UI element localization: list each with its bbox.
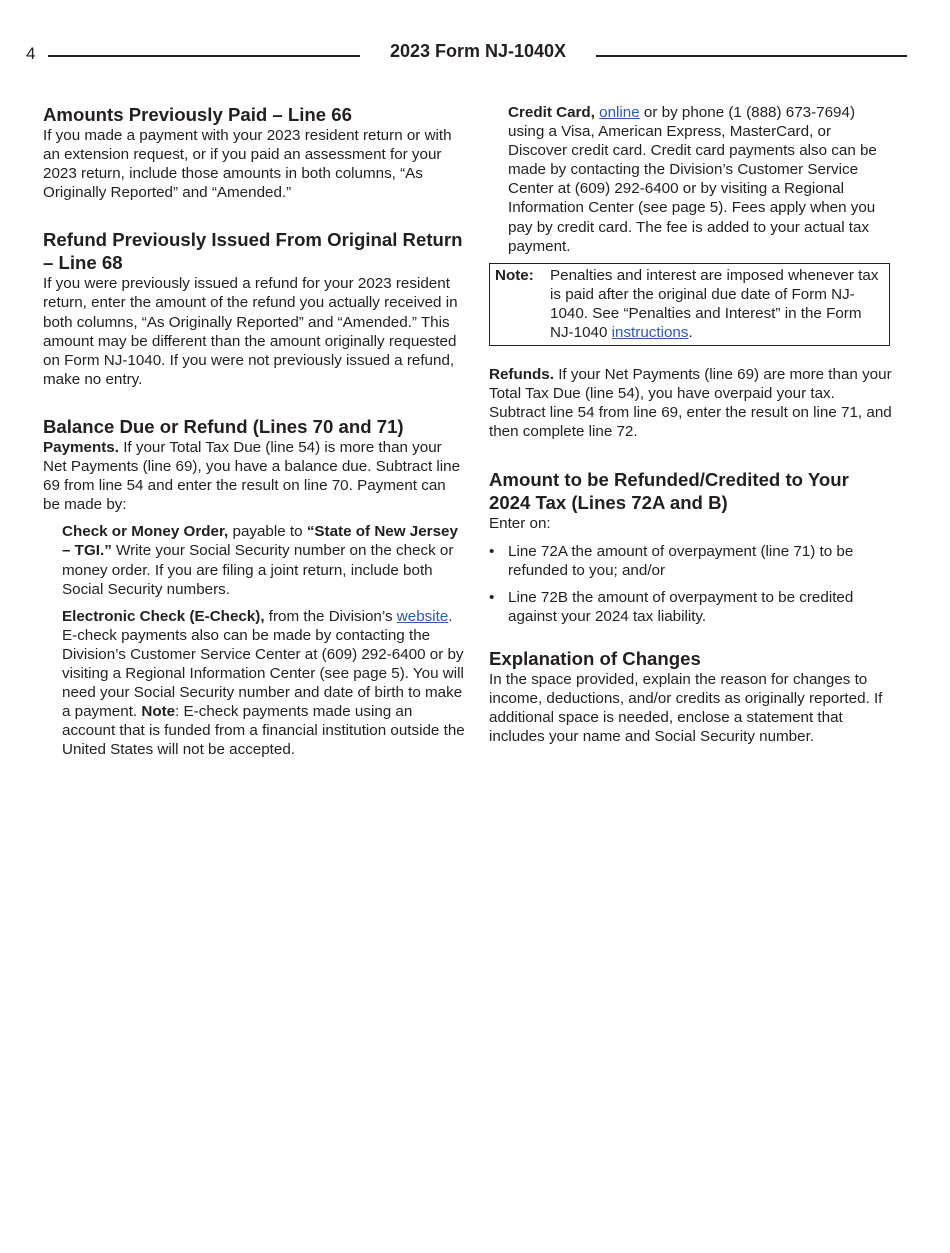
right-column xyxy=(489,103,894,772)
echeck-text: . E-check payments also can be made by contacting the Division’s Customer Service Center at (609) 292-6400 or by visiting a Regional Information Center (see page 5). You will need your Social Security number and date of birth to make a payment. xyxy=(62,607,464,721)
bullet-icon: • xyxy=(489,542,495,560)
check-label: Check or Money Order, xyxy=(62,523,229,541)
left-column xyxy=(43,103,465,785)
credit-card-text: or by phone (1 (888) 673-7694) using a Visa, American Express, MasterCard, or Discover credit card. Credit card payments also can be made by contacting the Division’s Customer Service Center at (609) 292-6400 or by visiting a Regional Information Center (see page 5). Fees apply when you pay by credit card. The fee is added to your actual tax payment. xyxy=(508,104,877,255)
refund-options-list xyxy=(489,542,894,626)
check-text: payable to xyxy=(228,523,307,541)
section-heading: Amounts Previously Paid – Line 66 xyxy=(43,104,352,125)
credit-card-label: Credit Card, xyxy=(508,104,595,121)
payments-paragraph xyxy=(43,438,465,514)
section-heading: Refund Previously Issued From Original Return – Line 68 xyxy=(43,229,463,274)
echeck-paragraph xyxy=(43,607,465,760)
refunds-label: Refunds. xyxy=(489,366,554,384)
echeck-text: : E-check payments made using an account that is funded from a financial institution outside the United States will not be accepted. xyxy=(62,703,465,759)
header-rule-left xyxy=(48,55,360,57)
note-end: . xyxy=(688,324,693,342)
check-paragraph xyxy=(43,522,465,598)
echeck-label: Electronic Check (E-Check), xyxy=(62,607,265,625)
section-amounts-previously-paid xyxy=(43,103,465,202)
section-amount-refunded xyxy=(489,468,894,626)
enter-on-text: Enter on: xyxy=(489,514,551,532)
page-header xyxy=(0,38,950,68)
payments-text: If your Total Tax Due (line 54) is more than your Net Payments (line 69), you have a balance due. Subtract line 69 from line 54 and enter the result on line 70. Payment can be made by: xyxy=(43,438,461,514)
list-item-text: Line 72B the amount of overpayment to be credited against your 2024 tax liability. xyxy=(508,588,854,625)
instructions-link[interactable]: instructions xyxy=(611,324,689,342)
credit-card-paragraph xyxy=(489,103,894,256)
payments-label: Payments. xyxy=(43,438,119,456)
section-heading: Explanation of Changes xyxy=(489,647,701,669)
online-payment-link[interactable]: online xyxy=(599,104,640,121)
note-label: Note: xyxy=(495,266,534,284)
page-number: 4 xyxy=(26,44,36,63)
echeck-note-label: Note xyxy=(141,703,176,721)
note-body: Penalties and interest are imposed whenever tax is paid after the original due date of Form NJ-1040. See “Penalties and Interest” in the Form NJ-1040 xyxy=(550,266,879,342)
section-explanation-of-changes xyxy=(489,647,894,746)
echeck-text: from the Division’s xyxy=(264,607,397,625)
list-item-text: Line 72A the amount of overpayment (line 71) to be refunded to you; and/or xyxy=(508,542,854,579)
section-refund-previously-issued xyxy=(43,228,465,389)
check-text: Write your Social Security number on the check or money order. If you are filing a joint return, include both Social Security numbers. xyxy=(62,542,454,598)
penalties-note-box xyxy=(489,263,890,346)
header-rule-right xyxy=(596,55,907,57)
website-link[interactable]: website xyxy=(396,607,449,625)
section-body: If you were previously issued a refund for your 2023 resident return, enter the amount of the refund you actually received in both columns, “As Originally Reported” and “Amended.” This amount may be different than the amount originally requested on Form NJ-1040. If you were not previously issued a refund, make no entry. xyxy=(43,275,458,388)
list-item xyxy=(489,542,894,580)
section-body: In the space provided, explain the reason for changes to income, deductions, and/or credits as originally reported. If additional space is needed, enclose a statement that includes your name and Social Security number. xyxy=(489,670,883,746)
section-heading: Balance Due or Refund (Lines 70 and 71) xyxy=(43,415,404,437)
section-heading: Amount to be Refunded/Credited to Your 2024 Tax (Lines 72A and B) xyxy=(489,468,849,513)
check-payee: “State of New Jersey – TGI.” xyxy=(62,523,458,560)
section-body: If you made a payment with your 2023 resident return or with an extension request, or if you paid an assessment for your 2023 return, include those amounts in both columns, “As Originally Reported” and “Amended.” xyxy=(43,127,452,202)
list-item xyxy=(489,588,894,626)
bullet-icon: • xyxy=(489,588,495,606)
refunds-paragraph xyxy=(489,365,894,441)
section-refunds xyxy=(489,365,894,441)
refunds-text: If your Net Payments (line 69) are more than your Total Tax Due (line 54), you have overpaid your tax. Subtract line 54 from line 69, enter the result on line 71, and then complete line 72. xyxy=(489,366,892,441)
note-text xyxy=(550,266,882,342)
form-title: 2023 Form NJ-1040X xyxy=(389,41,567,61)
section-balance-due xyxy=(43,415,465,760)
